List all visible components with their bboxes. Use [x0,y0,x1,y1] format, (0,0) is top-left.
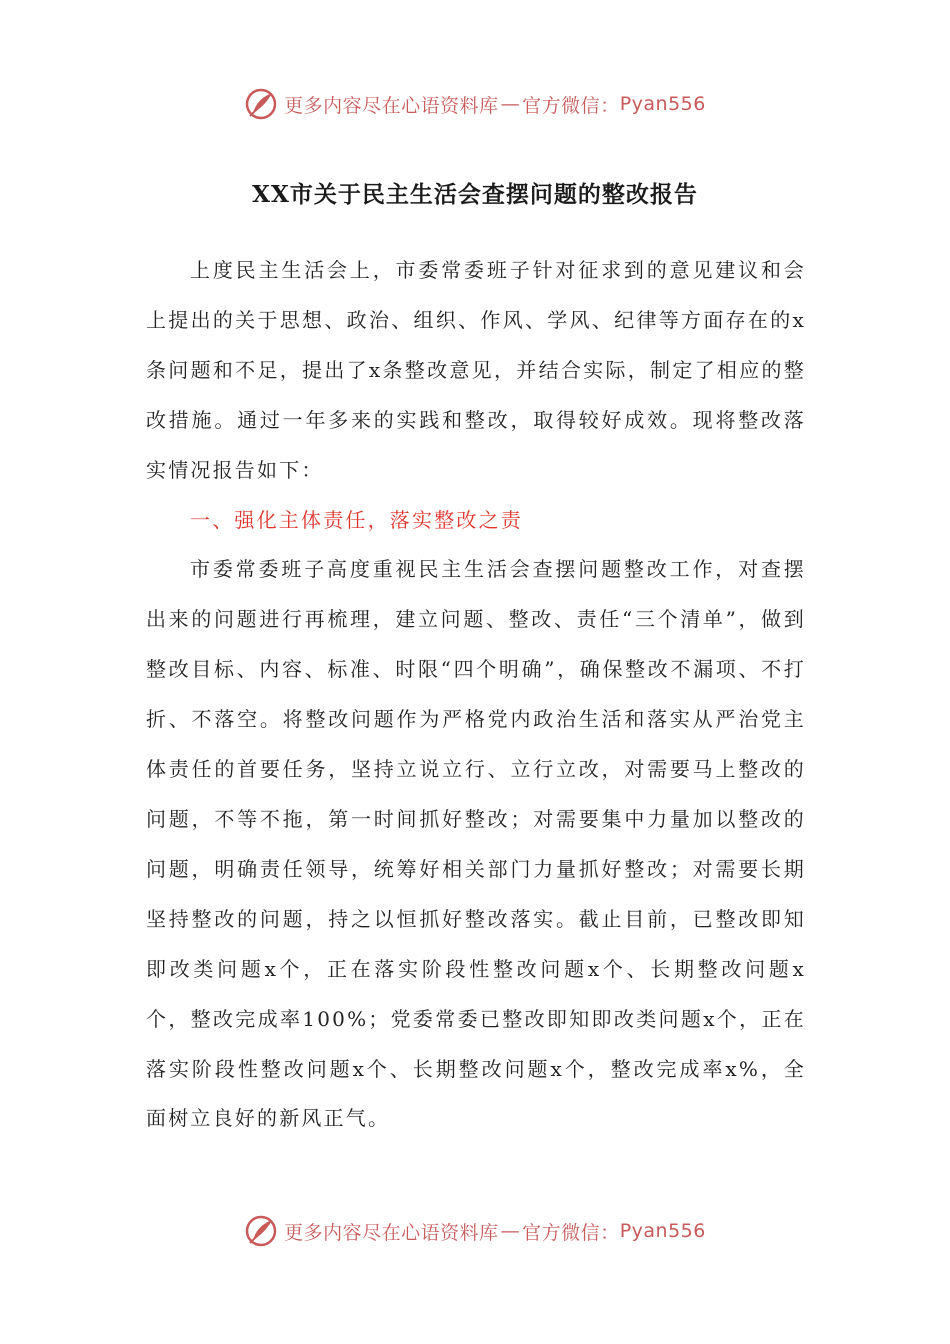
banner-wechat-label: 官方微信： [522,1221,620,1244]
banner-wechat-id: Pyan556 [619,93,706,115]
banner-separator: — [500,1220,521,1242]
intro-paragraph: 上度民主生活会上，市委常委班子针对征求到的意见建议和会上提出的关于思想、政治、组织、作风、学风、纪律等方面存在的x条问题和不足，提出了x条整改意见，并结合实际，制定了相应的整改措施。通过一年多来的实践和整改，取得较好成效。现将整改落实情况报告如下： [146,258,806,482]
header-watermark [0,84,950,124]
quill-logo-icon [244,87,278,121]
document-title: XX市关于民主生活会查摆问题的整改报告 [252,181,698,208]
footer-watermark [0,1211,950,1251]
banner-wechat-label: 官方微信： [522,94,620,117]
section-heading: 一、强化主体责任，落实整改之责 [190,507,523,532]
banner-wechat-id: Pyan556 [619,1220,706,1242]
banner-text: 更多内容尽在心语资料库 [284,94,499,117]
section-paragraph: 市委常委班子高度重视民主生活会查摆问题整改工作，对查摆出来的问题进行再梳理，建立问题、整改、责任“三个清单”，做到整改目标、内容、标准、时限“四个明确”，确保整改不漏项、不打折、不落空。将整改问题作为严格党内政治生活和落实从严治党主体责任的首要任务，坚持立说立行、立行立改，对需要马上整改的问题，不等不拖，第一时间抓好整改；对需要集中力量加以整改的问题，明确责任领导，统筹好相关部门力量抓好整改；对需要长期坚持整改的问题，持之以恒抓好整改落实。截止目前，已整改即知即改类问题x个，正在落实阶段性整改问题x个、长期整改问题x个，整改完成率100%；党委常委已整改即知即改类问题x个，正在落实阶段性整改问题x个、长期整改问题x个，整改完成率x%，全面树立良好的新风正气。 [146,557,806,1131]
quill-logo-icon [244,1214,278,1248]
banner-separator: — [500,93,521,115]
document-body [146,246,806,1144]
banner-text: 更多内容尽在心语资料库 [284,1221,499,1244]
